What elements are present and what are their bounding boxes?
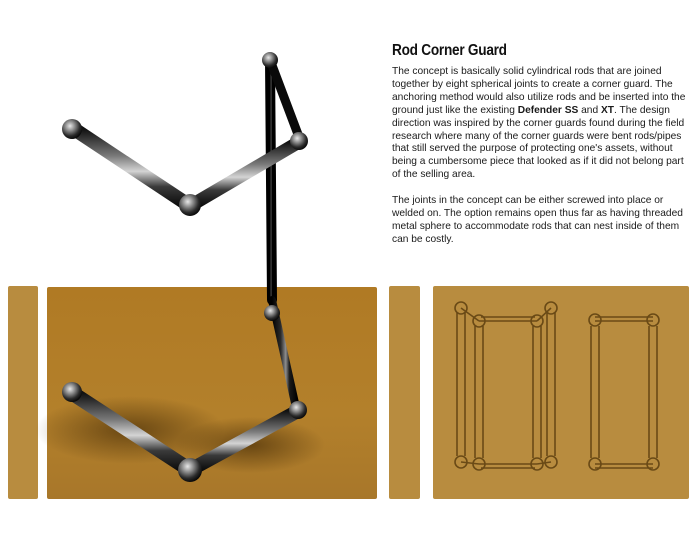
paragraph-text: and bbox=[578, 104, 601, 116]
description-paragraph bbox=[392, 66, 692, 182]
article-text-block bbox=[392, 42, 692, 247]
product-name-defender-ss: Defender SS bbox=[517, 104, 579, 116]
product-name-xt: XT bbox=[600, 104, 614, 116]
sketch-perspective bbox=[455, 302, 557, 470]
paragraph-text: The concept is basically solid cylindrical rods that are joined together by eight spherical joints to create a corner guard. The anchoring method would also utilize rods and be inserted into the ground just like the existing bbox=[392, 66, 686, 116]
corner-guard-sketches bbox=[433, 286, 689, 499]
paragraph-text: . The design direction was inspired by the corner guards found during the field research where many of the corner guards were bent rods/pipes that still served the purpose of protecting one's assets, without being a cumbersome piece that looked as if it did not belong part of the selling area. bbox=[392, 104, 685, 181]
sketch-front bbox=[589, 314, 659, 470]
top-rods bbox=[74, 129, 299, 206]
joints-paragraph: The joints in the concept can be either screwed into place or welded on. The option remains open thus far as having threaded metal sphere to accommodate rods that can nest inside of them can be costly. bbox=[392, 195, 683, 245]
page-title: Rod Corner Guard bbox=[392, 42, 507, 59]
